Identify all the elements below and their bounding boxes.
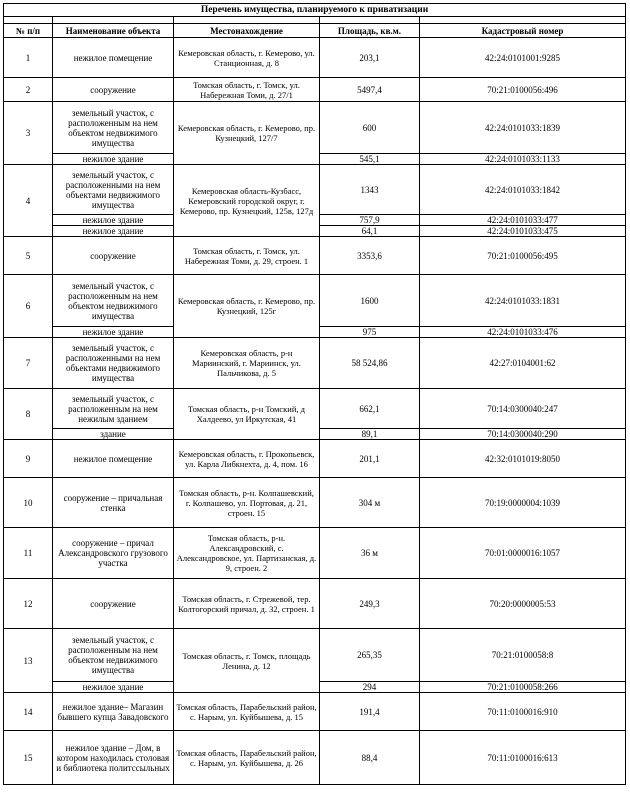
table-row <box>4 629 626 682</box>
col-header-location: Местонахождение <box>174 24 320 38</box>
col-header-number: № п/п <box>4 24 53 38</box>
cadastral-number: 70:01:0000016:1057 <box>420 528 626 579</box>
object-area: 975 <box>320 327 420 338</box>
title-row <box>4 4 626 17</box>
row-number: 9 <box>4 440 53 478</box>
object-location: Томская область, г. Томск, площадь Ленина, д. 12 <box>174 629 320 693</box>
object-name: земельный участок, с расположенным на нем объектом недвижимого имущества <box>53 275 174 327</box>
cadastral-number: 42:24:0101033:1831 <box>420 275 626 327</box>
property-list-table <box>3 3 626 785</box>
object-name: нежилое здание– Магазин бывшего купца Завадовского <box>53 693 174 731</box>
cadastral-number: 42:24:0101001:9285 <box>420 38 626 78</box>
cadastral-number: 70:21:0100056:496 <box>420 78 626 102</box>
object-name: нежилое здание <box>53 226 174 237</box>
cadastral-number: 42:32:0101019:8050 <box>420 440 626 478</box>
object-name: земельный участок, с расположенным на нем объектом недвижимого имущества <box>53 102 174 154</box>
row-number: 2 <box>4 78 53 102</box>
col-header-cadastral: Кадастровый номер <box>420 24 626 38</box>
cadastral-number: 42:24:0101033:477 <box>420 215 626 226</box>
table-row <box>4 389 626 429</box>
table-row <box>4 579 626 629</box>
row-number: 7 <box>4 338 53 389</box>
object-area: 5497,4 <box>320 78 420 102</box>
table-row <box>4 38 626 78</box>
cadastral-number: 70:20:0000005:53 <box>420 579 626 629</box>
table-row <box>4 478 626 528</box>
object-area: 1343 <box>320 165 420 215</box>
object-name: сооружение <box>53 237 174 275</box>
cadastral-number: 70:21:0100058:8 <box>420 629 626 682</box>
table-title: Перечень имущества, планируемого к приватизации <box>4 4 626 17</box>
cadastral-number: 70:21:0100058:266 <box>420 682 626 693</box>
cadastral-number: 70:14:0300040:247 <box>420 389 626 429</box>
object-location: Томская область, Парабельский район, с. Нарым, ул. Куйбышева, д. 26 <box>174 731 320 785</box>
object-area: 662,1 <box>320 389 420 429</box>
row-number: 13 <box>4 629 53 693</box>
table-row <box>4 275 626 327</box>
table-row <box>4 528 626 579</box>
object-location: Кемеровская область, г. Кемерово, ул. Станционная, д. 8 <box>174 38 320 78</box>
object-area: 36 м <box>320 528 420 579</box>
row-number: 5 <box>4 237 53 275</box>
object-name: нежилое помещение <box>53 38 174 78</box>
object-name: здание <box>53 429 174 440</box>
object-name: земельный участок, с расположенными на нем объектами недвижимого имущества <box>53 338 174 389</box>
cadastral-number: 70:11:0100016:613 <box>420 731 626 785</box>
object-area: 265,35 <box>320 629 420 682</box>
row-number: 15 <box>4 731 53 785</box>
table-row <box>4 731 626 785</box>
row-number: 6 <box>4 275 53 338</box>
row-number: 3 <box>4 102 53 165</box>
object-location: Томская область, р-н. Колпашевский, г. Колпашево, ул. Портовая, д. 21, строен. 15 <box>174 478 320 528</box>
object-location: Томская область, р-н. Александровский, с. Александровское, ул. Партизанская, д. 9, строен. 2 <box>174 528 320 579</box>
object-area: 3353,6 <box>320 237 420 275</box>
object-area: 249,3 <box>320 579 420 629</box>
object-name: сооружение – причальная стенка <box>53 478 174 528</box>
object-area: 600 <box>320 102 420 154</box>
object-name: нежилое здание <box>53 154 174 165</box>
cadastral-number: 42:24:0101033:1839 <box>420 102 626 154</box>
object-area: 88,4 <box>320 731 420 785</box>
object-name: сооружение – причал Александровского грузового участка <box>53 528 174 579</box>
cadastral-number: 70:11:0100016:910 <box>420 693 626 731</box>
object-name: земельный участок, с расположенными на нем объектами недвижимого имущества <box>53 165 174 215</box>
table-row <box>4 78 626 102</box>
object-area: 294 <box>320 682 420 693</box>
cadastral-number: 42:24:0101033:476 <box>420 327 626 338</box>
col-header-name: Наименование объекта <box>53 24 174 38</box>
object-name: нежилое здание <box>53 682 174 693</box>
object-location: Томская область, г. Стрежевой, тер. Колтогорский причал, д. 32, строен. 1 <box>174 579 320 629</box>
object-location: Кемеровская область, г. Кемерово, пр. Кузнецкий, 125г <box>174 275 320 338</box>
object-area: 64,1 <box>320 226 420 237</box>
cadastral-number: 42:24:0101033:1842 <box>420 165 626 215</box>
object-name: земельный участок, с расположенным на нем объектом недвижимого имущества <box>53 629 174 682</box>
object-area: 304 м <box>320 478 420 528</box>
object-name: сооружение <box>53 78 174 102</box>
object-location: Томская область, г. Томск, ул. Набережная Томи, д. 27/1 <box>174 78 320 102</box>
object-location: Томская область, р-н Томский, д Халдеево, ул Иркутская, 41 <box>174 389 320 440</box>
cadastral-number: 42:24:0101033:475 <box>420 226 626 237</box>
row-number: 4 <box>4 165 53 237</box>
table-row <box>4 237 626 275</box>
row-number: 8 <box>4 389 53 440</box>
object-area: 201,1 <box>320 440 420 478</box>
cadastral-number: 42:24:0101033:1133 <box>420 154 626 165</box>
table-row <box>4 440 626 478</box>
object-location: Кемеровская область, г. Прокопьевск, ул. Карла Либкнехта, д. 4, пом. 16 <box>174 440 320 478</box>
cadastral-number: 42:27:0104001:62 <box>420 338 626 389</box>
object-location: Кемеровская область-Кузбасс, Кемеровский городской округ, г. Кемерово, пр. Кузнецкий, 125в, 127д <box>174 165 320 237</box>
object-name: нежилое здание <box>53 215 174 226</box>
row-number: 12 <box>4 579 53 629</box>
object-area: 58 524,86 <box>320 338 420 389</box>
object-location: Томская область, г. Томск, ул. Набережная Томи, д. 29, строен. 1 <box>174 237 320 275</box>
row-number: 10 <box>4 478 53 528</box>
col-header-area: Площадь, кв.м. <box>320 24 420 38</box>
row-number: 14 <box>4 693 53 731</box>
object-location: Кемеровская область, г. Кемерово, пр. Кузнецкий, 127/7 <box>174 102 320 165</box>
object-area: 203,1 <box>320 38 420 78</box>
object-area: 757,9 <box>320 215 420 226</box>
cadastral-number: 70:14:0300040:290 <box>420 429 626 440</box>
spacer-row <box>4 17 626 24</box>
object-area: 89,1 <box>320 429 420 440</box>
row-number: 1 <box>4 38 53 78</box>
object-area: 1600 <box>320 275 420 327</box>
table-row <box>4 165 626 215</box>
object-name: нежилое помещение <box>53 440 174 478</box>
object-name: земельный участок, с расположенным на нем нежилым зданием <box>53 389 174 429</box>
header-row <box>4 24 626 38</box>
table-row <box>4 693 626 731</box>
cadastral-number: 70:19:0000004:1039 <box>420 478 626 528</box>
object-name: нежилое здание <box>53 327 174 338</box>
cadastral-number: 70:21:0100056:495 <box>420 237 626 275</box>
object-location: Кемеровская область, р-н Мариинский, г. Мариинск, ул. Пальчикова, д. 5 <box>174 338 320 389</box>
object-name: сооружение <box>53 579 174 629</box>
object-area: 545,1 <box>320 154 420 165</box>
object-location: Томская область, Парабельский район, с. Нарым, ул. Куйбышева, д. 15 <box>174 693 320 731</box>
object-name: нежилое здание – Дом, в котором находилась столовая и библиотека политссыльных <box>53 731 174 785</box>
row-number: 11 <box>4 528 53 579</box>
object-area: 191,4 <box>320 693 420 731</box>
table-row <box>4 338 626 389</box>
table-row <box>4 102 626 154</box>
